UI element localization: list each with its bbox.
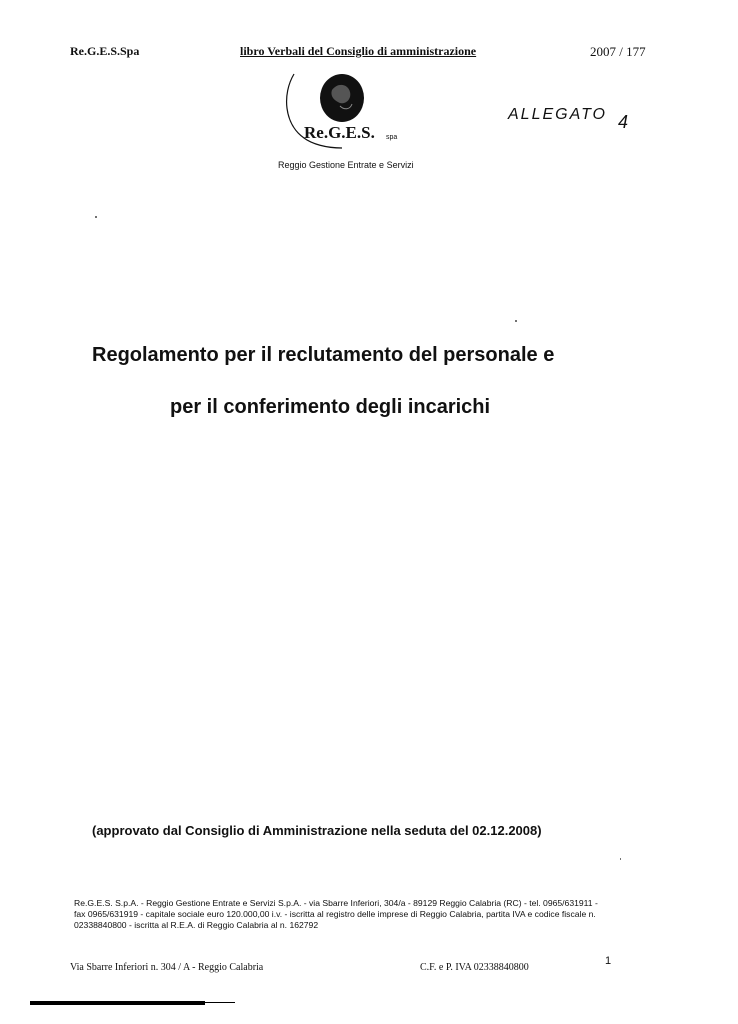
company-logo xyxy=(282,72,422,152)
scan-edge-rule xyxy=(30,1001,205,1005)
document-title-line-1: Regolamento per il reclutamento del personale e xyxy=(92,344,555,366)
approval-note: (approvato dal Consiglio di Amministrazione nella seduta del 02.12.2008) xyxy=(92,823,542,838)
scan-speck xyxy=(95,216,97,218)
header-record-number: 2007 / 177 xyxy=(590,44,646,59)
footer-tax-id: C.F. e P. IVA 02338840800 xyxy=(420,962,529,973)
company-info-paragraph: Re.G.E.S. S.p.A. - Reggio Gestione Entrate e Servizi S.p.A. - via Sbarre Inferiori, 304/a - 89129 Reggio Calabria (RC) - tel. 0965/631911 - fax 0965/631919 - capitale sociale euro 120.000,00 i.v. - iscritta al registro delle imprese di Reggio Calabria, partita IVA e codice fiscale n. 02338840800 - iscritta al R.E.A. di Reggio Calabria al n. 162792 xyxy=(74,898,598,930)
header-register-title: libro Verbali del Consiglio di amministrazione xyxy=(240,44,477,58)
logo-emblem xyxy=(320,74,364,122)
logo-brand-suffix: spa xyxy=(386,134,398,141)
document-title-line-2: per il conferimento degli incarichi xyxy=(170,396,491,418)
scan-speck xyxy=(515,320,517,322)
scan-speck xyxy=(620,858,621,860)
logo-brand-text: Re.G.E.S. xyxy=(304,123,375,142)
scan-edge-rule-thin xyxy=(205,1002,235,1003)
page-number: 1 xyxy=(605,955,612,967)
handwritten-annotation-label: ALLEGATO xyxy=(508,106,607,123)
logo-subtitle: Reggio Gestione Entrate e Servizi xyxy=(278,160,414,170)
footer-address: Via Sbarre Inferiori n. 304 / A - Reggio Calabria xyxy=(70,962,264,973)
header-company: Re.G.E.S.Spa xyxy=(70,44,140,58)
handwritten-annotation-number: 4 xyxy=(618,112,629,132)
